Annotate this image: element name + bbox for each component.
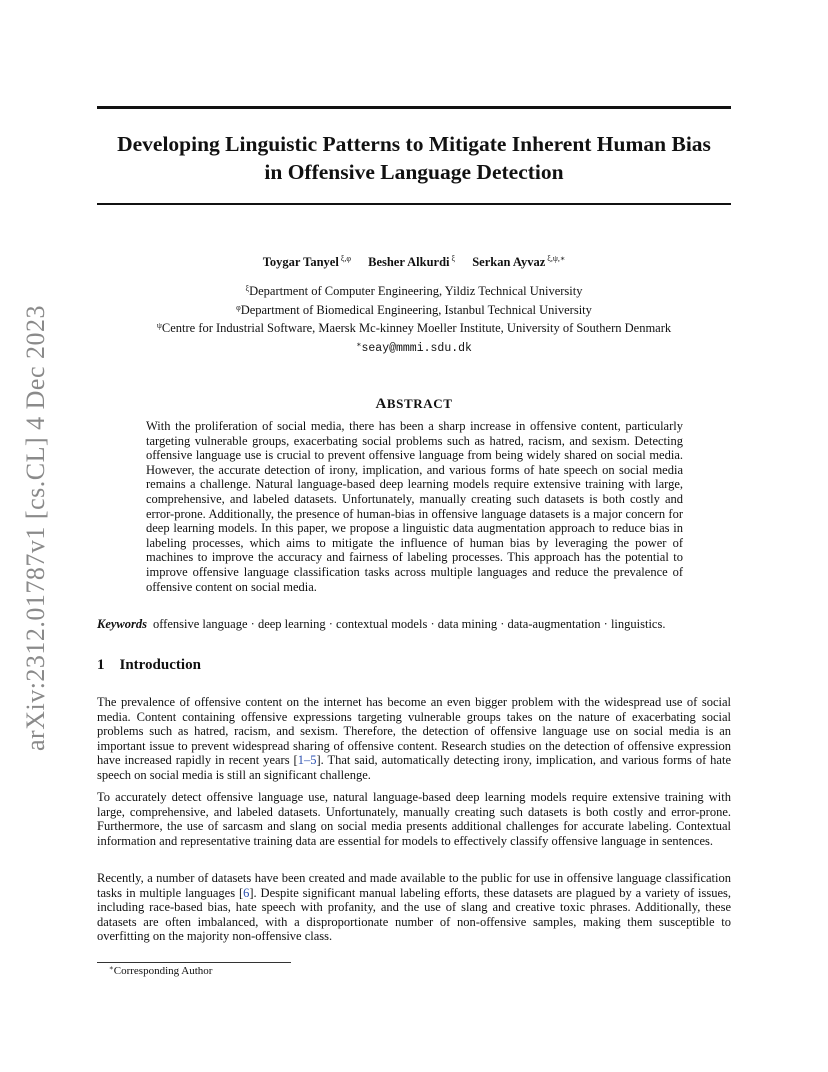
section-number: 1: [97, 657, 105, 673]
intro-paragraph-2: To accurately detect offensive language use, natural language-based deep learning models require extensive training with large, comprehensive, and labeled datasets. Unfortunately, manually creating such datasets is both costly and error-prone. Furthermore, the use of sarcasm and slang on social media presents additional challenges for accurate labeling. Contextual information and representative training data are essential for models to effectively classify offensive language in sentences.: [97, 790, 731, 848]
title-bottom-rule: [97, 203, 731, 205]
keywords-label: Keywords: [97, 617, 147, 631]
citation-link[interactable]: 1–5: [297, 753, 317, 768]
citation-link[interactable]: 6: [243, 885, 250, 900]
abstract-heading: ABSTRACT: [375, 396, 453, 412]
footnote-rule: [97, 962, 291, 963]
title-top-rule: [97, 106, 731, 109]
affiliation-list: [97, 281, 731, 356]
section-heading: [97, 657, 201, 674]
author: Toygar Tanyel $^{\xi,\varphi}$: [262, 254, 351, 269]
section-title: Introduction: [119, 657, 201, 673]
affiliation: $^\xi$Department of Computer Engineering, Yildiz Technical University: [245, 284, 583, 298]
title-line-2: in Offensive Language Detection: [264, 160, 564, 184]
author: Serkan Ayvaz $^{\xi,\psi,∗}$: [472, 254, 566, 269]
intro-paragraph-1: The prevalence of offensive content on the internet has become an even bigger problem with the widespread use of social media. Content containing offensive expressions targeting vulnerable groups takes on the nature of exacerbating social problems such as hatred, racism, and sexism. Therefore, the detection of offensive language use on social media is an important issue to prevent widespread sharing of offensive content. Research studies on the detection of offensive expression have increased rapidly in recent years [1–5]. That said, automatically detecting irony, implication, and various forms of hate speech on social media is still an significant challenge.: [97, 695, 731, 782]
paper-title: [97, 130, 731, 186]
affiliation: $^\psi$Centre for Industrial Software, Maersk Mc-kinney Moeller Institute, University of Southern Denmark: [156, 321, 672, 335]
author-list: [97, 250, 731, 271]
keywords: [97, 617, 731, 632]
arxiv-identifier-text: arXiv:2312.01787v1 [cs.CL] 4 Dec 2023: [21, 305, 50, 751]
author: Besher Alkurdi $^\xi$: [368, 254, 456, 269]
affiliation: $^\varphi$Department of Biomedical Engineering, Istanbul Technical University: [236, 302, 592, 317]
title-line-1: Developing Linguistic Patterns to Mitigate Inherent Human Bias: [117, 132, 711, 156]
abstract-text: With the proliferation of social media, there has been a sharp increase in offensive content, particularly targeting vulnerable groups, exacerbating social problems such as hatred, racism, and sexism. Detecting offensive language use is crucial to prevent offensive language from being widely shared on social media. However, the accurate detection of irony, implication, and various forms of hate speech on social media remains a challenge. Natural language-based deep learning models require extensive training with large, comprehensive, and labeled datasets. Unfortunately, manually creating such datasets is both costly and error-prone. Additionally, the presence of human-bias in offensive language datasets is a major concern for deep learning models. In this paper, we propose a linguistic data augmentation approach to reduce bias in labeling processes, which aims to mitigate the influence of human bias by leveraging the power of machines to improve the accuracy and fairness of labeling processes. This approach has the potential to improve offensive language classification tasks across multiple languages and reduce the prevalence of offensive content on social media.: [146, 419, 683, 594]
footnote: ∗Corresponding Author: [109, 964, 213, 977]
intro-paragraph-3: Recently, a number of datasets have been created and made available to the public for use in offensive language classification tasks in multiple languages [6]. Despite significant manual labeling efforts, these datasets are plagued by a variety of issues, including race-based bias, hate speech with profanity, and the use of slang and creative toxic phrases. Additionally, these datasets are often imbalanced, with a disproportionate number of non-offensive samples, making them susceptible to overfitting on the majority non-offensive class.: [97, 871, 731, 944]
contact-email[interactable]: ∗seay@mmmi.sdu.dk: [356, 339, 472, 355]
arxiv-identifier: [16, 292, 56, 764]
keywords-list: offensive language · deep learning · contextual models · data mining · data-augmentation · linguistics.: [153, 617, 666, 631]
